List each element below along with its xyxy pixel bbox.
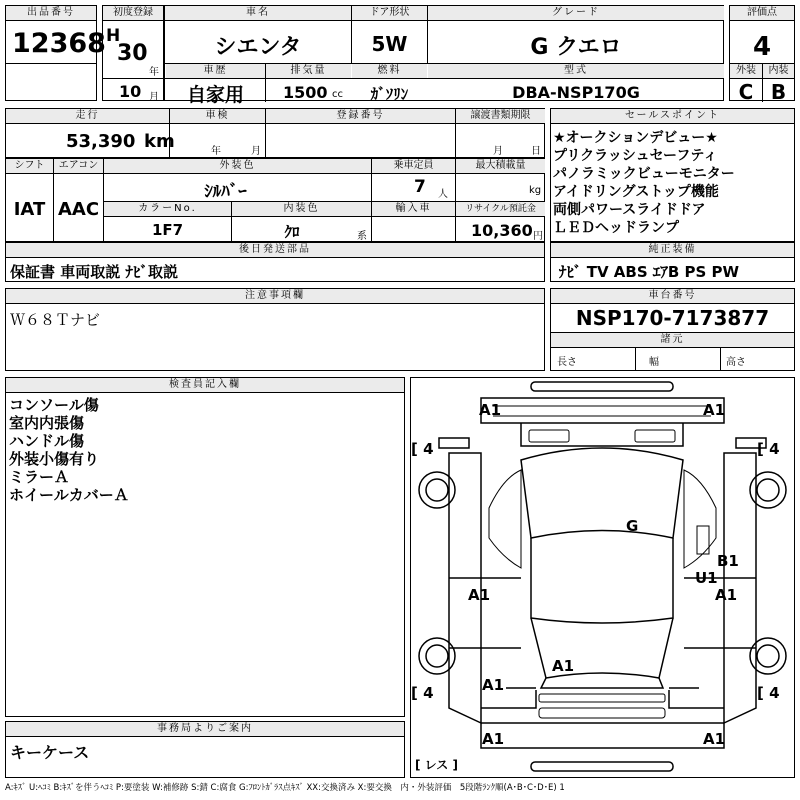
sales-points-label: セールスポイント (551, 109, 794, 123)
month-unit: 月 (149, 92, 159, 103)
mark-bumper-right: A1 (703, 730, 726, 748)
displacement: 1500 (283, 83, 328, 102)
car-info-box (164, 5, 724, 106)
ext-color: ｼﾙﾊﾞｰ (204, 182, 247, 202)
transfer-day-unit: 日 (531, 146, 541, 157)
list-item: 室内内張傷 (9, 414, 85, 432)
mileage-row (5, 108, 545, 158)
office-value: キーケース (10, 743, 90, 762)
list-item: 両側パワースライドドア (553, 202, 706, 218)
notes-value: Ｗ６８Ｔナビ (10, 311, 101, 329)
inspector-list (9, 396, 129, 504)
score-box (729, 5, 795, 104)
chassis-box (550, 288, 795, 371)
parts-label: 後日発送部品 (6, 243, 544, 257)
reg-month: 10 (119, 82, 142, 101)
office-box (5, 721, 405, 778)
car-diagram (410, 377, 795, 778)
mileage-unit: km (144, 131, 175, 152)
legend: A:ｷｽﾞ U:ﾍｺﾐ B:ｷｽﾞを伴うﾍｺﾐ P:要塗装 W:補修跡 S:錆 C:腐食 G:ﾌﾛﾝﾄｶﾞﾗｽ点ｷｽﾞ XX:交換済み X:要交換 内・外装評価 5段階ﾗﾝｸ順(A･B･C･D･E) 1 (5, 783, 565, 793)
tire-rear-right-value: 4 (769, 684, 780, 702)
list-item: プリクラッシュセーフティ (553, 148, 718, 164)
shift-label: シフト (6, 159, 53, 173)
length-label: 長さ (557, 357, 577, 368)
ext-grade: C (738, 80, 754, 104)
specs-label: 諸元 (551, 333, 794, 347)
ac-label: エアコン (54, 159, 103, 173)
ext-color-label: 外装色 (104, 159, 371, 173)
reg-number-label: 登録番号 (266, 109, 455, 123)
mark-rear-left: A1 (482, 676, 505, 694)
notes-label: 注意事項欄 (6, 289, 544, 303)
mark-front-right: A1 (703, 401, 726, 419)
history: 自家用 (186, 84, 244, 106)
int-color-label: 内装色 (232, 202, 371, 216)
first-reg-label: 初度登録 (103, 6, 163, 20)
recycle-label: リサイクル預託金 (456, 202, 545, 216)
list-item: ミラーＡ (9, 468, 70, 486)
load-unit: kg (529, 185, 542, 196)
width-label: 幅 (649, 357, 659, 368)
mark-rear-center: A1 (552, 657, 575, 675)
int-color-unit: 系 (357, 231, 367, 242)
color-no: 1F7 (151, 221, 184, 239)
fuel-label: 燃料 (352, 64, 427, 78)
lot-number: 12368 (12, 28, 106, 59)
mileage-label: 走行 (6, 109, 169, 123)
recycle-unit: 円 (533, 231, 543, 242)
list-item: パノラミックビューモニター (553, 166, 735, 182)
tire-front-right: [ 4 (757, 440, 780, 458)
lot-label: 出品番号 (6, 6, 96, 20)
tire-rear-right: [ 4 (757, 684, 780, 702)
score: 4 (752, 32, 772, 62)
insp-month-unit: 月 (251, 146, 261, 157)
equipment-label: 純正装備 (551, 243, 794, 257)
inspector-label: 検査員記入欄 (6, 378, 404, 392)
import-label: 輸入車 (372, 202, 455, 216)
int-grade: B (770, 80, 787, 104)
mileage: 53,390 (66, 131, 136, 152)
lot-box (5, 5, 106, 101)
spare-tire: [ レス ] (415, 758, 458, 772)
mark-left-side: A1 (468, 586, 491, 604)
mark-right-door-dent: U1 (695, 569, 718, 587)
parts-box (5, 242, 545, 282)
tire-front-left: [ 4 (411, 440, 434, 458)
mark-right-side: A1 (715, 586, 738, 604)
list-item: コンソール傷 (9, 396, 99, 414)
ext-label: 外装 (730, 64, 762, 78)
notes-box (5, 288, 545, 371)
list-item: ハンドル傷 (9, 432, 85, 450)
sales-points-list (553, 129, 735, 237)
inspection-label: 車検 (170, 109, 265, 123)
capacity: 7 (414, 177, 426, 197)
spare-tire-value: レス (424, 758, 449, 772)
grade: G クエロ (530, 35, 622, 60)
load-label: 最大積載量 (456, 159, 545, 173)
model: DBA-NSP170G (512, 83, 640, 102)
first-reg-box (102, 5, 164, 101)
tire-rear-left: [ 4 (411, 684, 434, 702)
mark-right-door: B1 (717, 552, 739, 570)
mark-roof: G (626, 517, 639, 535)
transfer-label: 譲渡書類期限 (456, 109, 545, 123)
chassis-label: 車台番号 (551, 289, 794, 303)
inspector-box (5, 377, 405, 717)
tire-rear-left-value: 4 (423, 684, 434, 702)
car-name-label: 車名 (165, 6, 351, 20)
spec-row (5, 158, 545, 242)
car-name: シエンタ (214, 35, 302, 60)
sales-points-box (550, 108, 795, 242)
equipment-box (550, 242, 795, 282)
list-item: アイドリングストップ機能 (553, 184, 719, 200)
displacement-unit: cc (332, 89, 343, 100)
color-no-label: カラーNo. (104, 202, 231, 216)
list-item: ＬＥＤヘッドランプ (553, 220, 679, 236)
insp-year-unit: 年 (211, 146, 221, 157)
chassis-number: NSP170-7173877 (575, 306, 770, 330)
int-color: ｸﾛ (284, 223, 300, 241)
parts-value: 保証書 車両取説 ﾅﾋﾞ取説 (10, 263, 178, 281)
tire-front-right-value: 4 (769, 440, 780, 458)
shift: IAT (13, 199, 46, 220)
capacity-unit: 人 (438, 189, 448, 200)
model-label: 型式 (428, 64, 724, 78)
grade-label: グレード (428, 6, 724, 20)
door-type: 5W (371, 32, 408, 56)
displacement-label: 排気量 (266, 64, 351, 78)
era: H (106, 26, 121, 46)
mark-bumper-left: A1 (482, 730, 505, 748)
door-label: ドア形状 (352, 6, 427, 20)
list-item: ★オークションデビュー★ (553, 130, 718, 146)
transfer-month-unit: 月 (493, 146, 503, 157)
int-label: 内装 (763, 64, 794, 78)
capacity-label: 乗車定員 (372, 159, 455, 173)
list-item: ホイールカバーＡ (9, 486, 129, 504)
office-label: 事務局よりご案内 (6, 722, 404, 736)
fuel: ｶﾞｿﾘﾝ (370, 85, 409, 103)
height-label: 高さ (726, 357, 746, 368)
reg-year: 30 (117, 41, 148, 66)
year-unit: 年 (149, 67, 159, 78)
history-label: 車歴 (166, 64, 265, 78)
tire-front-left-value: 4 (423, 440, 434, 458)
ac: AAC (57, 199, 100, 220)
score-label: 評価点 (730, 6, 794, 20)
mark-front-left: A1 (479, 401, 502, 419)
car-outline (411, 378, 794, 777)
equipment-value: ﾅﾋﾞ TV ABS ｴｱB PS PW (559, 263, 740, 281)
recycle: 10,360 (471, 221, 533, 240)
list-item: 外装小傷有り (9, 450, 100, 468)
